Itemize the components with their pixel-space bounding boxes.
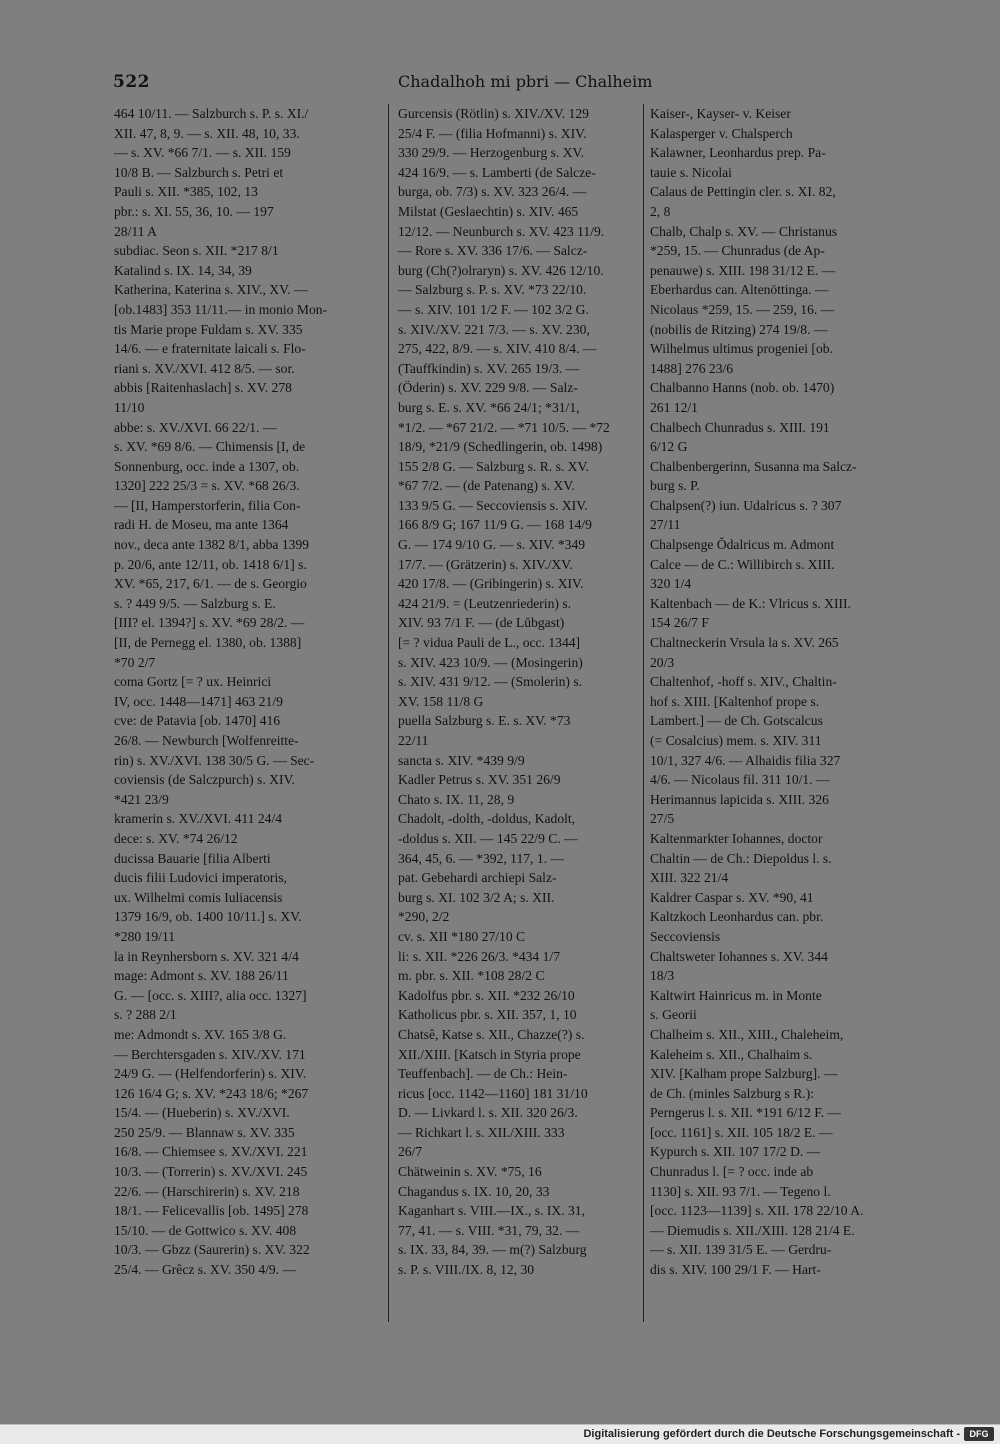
text-line: XII. 47, 8, 9. — s. XII. 48, 10, 33. [114, 125, 300, 141]
text-line: 464 10/11. — Salzburch s. P. s. XI./ [114, 106, 309, 121]
text-line: dece: s. XV. *74 26/12 [114, 830, 238, 846]
text-line: (nobilis de Ritzing) 274 19/8. — [650, 321, 828, 337]
text-line: ricus [occ. 1142—1160] 181 31/10 [398, 1085, 588, 1101]
text-line: 1320] 222 25/3 = s. XV. *68 26/3. [114, 478, 300, 494]
text-line: ducissa Bauarie [filia Alberti [114, 850, 271, 866]
text-line: XIII. 322 21/4 [650, 870, 729, 886]
text-line: pbr.: s. XI. 55, 36, 10. — 197 [114, 203, 274, 219]
text-line: Chalbanno Hanns (nob. ob. 1470) [650, 380, 835, 396]
text-line: Chalheim s. XII., XIII., Chaleheim, [650, 1026, 844, 1042]
text-line: Lambert.] — de Ch. Gotscalcus [650, 713, 823, 729]
text-line: Chalbech Chunradus s. XIII. 191 [650, 419, 830, 435]
text-line: Nicolaus *259, 15. — 259, 16. — [650, 301, 835, 317]
text-line: s. IX. 33, 84, 39. — m(?) Salzburg [398, 1242, 587, 1258]
text-line: subdiac. Seon s. XII. *217 8/1 [114, 243, 279, 259]
text-line: Kaganhart s. VIII.—IX., s. IX. 31, [398, 1203, 586, 1219]
text-line: 154 26/7 F [650, 615, 709, 631]
text-line: 10/1, 327 4/6. — Alhaidis filia 327 [650, 752, 841, 768]
text-line: Eberhardus can. Altenöttinga. — [650, 282, 829, 298]
text-line: 424 21/9. = (Leutzenriederin) s. [398, 595, 572, 611]
text-line: Kalasperger v. Chalsperch [650, 125, 793, 141]
text-line: 25/4. — Grêcz s. XV. 350 4/9. — [114, 1262, 297, 1278]
text-line: 1130] s. XII. 93 7/1. — Tegeno l. [650, 1183, 831, 1199]
text-column-1 [114, 104, 374, 1280]
text-line: — Richkart l. s. XII./XIII. 333 [398, 1124, 565, 1140]
text-line: — s. XV. *66 7/1. — s. XII. 159 [114, 145, 291, 161]
text-line: 10/3. — Gbzz (Saurerin) s. XV. 322 [114, 1242, 310, 1258]
text-line: rin) s. XV./XVI. 138 30/5 G. — Sec- [114, 752, 315, 768]
text-line: Chalpsen(?) iun. Udalricus s. ? 307 [650, 497, 842, 513]
text-line: 364, 45, 6. — *392, 117, 1. — [398, 850, 565, 866]
text-line: Kalawner, Leonhardus prep. Pa- [650, 145, 826, 161]
text-line: puella Salzburg s. E. s. XV. *73 [398, 713, 571, 729]
text-line: burg (Ch(?)olraryn) s. XV. 426 12/10. [398, 262, 604, 278]
text-line: 77, 41. — s. VIII. *31, 79, 32. — [398, 1222, 580, 1238]
text-line: XIV. [Kalham prope Salzburg]. — [650, 1066, 838, 1082]
text-line: s. Georii [650, 1007, 697, 1023]
text-line: Teuffenbach]. — de Ch.: Hein- [398, 1066, 568, 1082]
text-column-2 [398, 104, 642, 1280]
text-line: 320 1/4 [650, 576, 692, 592]
text-line: Wilhelmus ultimus progeniei [ob. [650, 341, 833, 357]
text-line: 20/3 [650, 654, 675, 670]
running-title: Chadalhoh mi pbri — Chalheim [398, 72, 653, 91]
text-line: s. XV. *69 8/6. — Chimensis [I, de [114, 439, 306, 455]
text-line: 11/10 [114, 399, 145, 415]
text-line: Pauli s. XII. *385, 102, 13 [114, 184, 258, 200]
text-line: Chatsê, Katse s. XII., Chazze(?) s. [398, 1026, 585, 1042]
text-line: 1379 16/9, ob. 1400 10/11.] s. XV. [114, 909, 302, 925]
text-line: XII./XIII. [Katsch in Styria prope [398, 1046, 581, 1062]
text-line: abbis [Raitenhaslach] s. XV. 278 [114, 380, 292, 396]
text-line: 26/8. — Newburch [Wolfenreitte- [114, 733, 299, 748]
text-line: Gurcensis (Rötlin) s. XIV./XV. 129 [398, 106, 589, 121]
text-line: 155 2/8 G. — Salzburg s. R. s. XV. [398, 458, 589, 474]
text-line: la in Reynhersborn s. XV. 321 4/4 [114, 948, 299, 964]
text-line: *421 23/9 [114, 791, 169, 807]
text-line: — Salzburg s. P. s. XV. *73 22/10. [398, 282, 587, 298]
text-line: Kaltenmarkter Iohannes, doctor [650, 830, 823, 846]
text-line: 27/11 [650, 517, 681, 533]
text-line: Kaltwirt Hainricus m. in Monte [650, 987, 822, 1003]
text-line: 28/11 A [114, 223, 157, 239]
text-line: XV. *65, 217, 6/1. — de s. Georgio [114, 576, 307, 592]
text-line: [= ? vidua Pauli de L., occ. 1344] [398, 635, 581, 651]
text-line: sancta s. XIV. *439 9/9 [398, 752, 525, 768]
text-line: XV. 158 11/8 G [398, 693, 484, 709]
text-line: 24/9 G. — (Helfendorferin) s. XIV. [114, 1066, 307, 1082]
text-line: s. XIV. 423 10/9. — (Mosingerin) [398, 654, 583, 670]
text-line: *280 19/11 [114, 928, 176, 944]
text-line: pat. Gebehardi archiepi Salz- [398, 870, 557, 886]
text-line: 12/12. — Neunburch s. XV. 423 11/9. [398, 223, 605, 239]
text-line: Calaus de Pettingin cler. s. XI. 82, [650, 184, 836, 200]
text-line: G. — [occ. s. XIII?, alia occ. 1327] [114, 987, 307, 1003]
page-number: 522 [113, 72, 150, 92]
text-line: [occ. 1161] s. XII. 105 18/2 E. — [650, 1124, 833, 1140]
text-line: burga, ob. 7/3) s. XV. 323 26/4. — [398, 184, 587, 200]
footer-bar [0, 1424, 1000, 1444]
text-line: 27/5 [650, 811, 675, 827]
text-line: me: Admondt s. XV. 165 3/8 G. [114, 1026, 287, 1042]
text-line: 16/8. — Chiemsee s. XV./XVI. 221 [114, 1144, 308, 1160]
text-line: s. ? 449 9/5. — Salzburg s. E. [114, 595, 276, 611]
text-line: [II, de Pernegg el. 1380, ob. 1388] [114, 635, 302, 651]
text-line: riani s. XV./XVI. 412 8/5. — sor. [114, 360, 295, 376]
text-line: 15/4. — (Hueberin) s. XV./XVI. [114, 1105, 290, 1121]
text-line: 22/11 [398, 733, 429, 748]
text-line: s. XIV./XV. 221 7/3. — s. XV. 230, [398, 321, 590, 337]
text-line: Chalb, Chalp s. XV. — Christanus [650, 223, 838, 239]
text-line: (Öderin) s. XV. 229 9/8. — Salz- [398, 380, 578, 396]
text-line: 2, 8 [650, 203, 671, 219]
text-line: 22/6. — (Harschirerin) s. XV. 218 [114, 1183, 300, 1199]
text-line: burg s. XI. 102 3/2 A; s. XII. [398, 889, 555, 905]
text-line: dis s. XIV. 100 29/1 F. — Hart- [650, 1262, 821, 1278]
text-line: Kaiser-, Kayser- v. Keiser [650, 106, 791, 121]
text-column-3 [650, 104, 910, 1280]
text-line: 18/3 [650, 968, 675, 984]
text-line: tauie s. Nicolai [650, 164, 732, 180]
text-line: Chaltenhof, -hoff s. XIV., Chaltin- [650, 674, 837, 690]
text-line: Sonnenburg, occ. inde a 1307, ob. [114, 458, 300, 474]
text-line: Kadolfus pbr. s. XII. *232 26/10 [398, 987, 575, 1003]
text-line: Chaltsweter Iohannes s. XV. 344 [650, 948, 828, 964]
text-line: Chalbenbergerinn, Susanna ma Salcz- [650, 458, 857, 474]
text-line: 424 16/9. — s. Lamberti (de Salcze- [398, 164, 596, 180]
text-line: coviensis (de Salczpurch) s. XIV. [114, 772, 295, 788]
text-line: abbe: s. XV./XVI. 66 22/1. — [114, 419, 277, 435]
text-line: Kaltzkoch Leonhardus can. pbr. [650, 909, 824, 925]
text-line: Chagandus s. IX. 10, 20, 33 [398, 1183, 550, 1199]
text-line: ux. Wilhelmi comis Iuliacensis [114, 889, 283, 905]
text-line: Chaltin — de Ch.: Diepoldus l. s. [650, 850, 832, 866]
text-line: mage: Admont s. XV. 188 26/11 [114, 968, 289, 984]
text-line: *1/2. — *67 21/2. — *71 10/5. — *72 [398, 419, 610, 435]
text-line: — Diemudis s. XII./XIII. 128 21/4 E. [650, 1222, 855, 1238]
text-line: tis Marie prope Fuldam s. XV. 335 [114, 321, 303, 337]
text-line: Kypurch s. XII. 107 17/2 D. — [650, 1144, 821, 1160]
text-line: — [II, Hamperstorferin, filia Con- [114, 497, 301, 513]
text-line: (Tauffkindin) s. XV. 265 19/3. — [398, 360, 580, 376]
text-line: de Ch. (minles Salzburg s R.): [650, 1085, 814, 1101]
text-line: XIV. 93 7/1 F. — (de Lŭbgast) [398, 615, 565, 631]
text-line: 420 17/8. — (Gribingerin) s. XIV. [398, 576, 584, 592]
text-line: *70 2/7 [114, 654, 156, 670]
text-line: Calce — de C.: Willibirch s. XIII. [650, 556, 835, 572]
text-line: radi H. de Moseu, ma ante 1364 [114, 517, 289, 533]
text-line: m. pbr. s. XII. *108 28/2 C [398, 968, 545, 984]
text-line: Chätweinin s. XV. *75, 16 [398, 1164, 542, 1180]
text-line: Katherina, Katerina s. XIV., XV. — [114, 282, 308, 298]
column-divider-1 [388, 104, 389, 1322]
text-line: Chalpsenge Ŏdalricus m. Admont [650, 537, 835, 553]
text-line: Kaltenbach — de K.: Vlricus s. XIII. [650, 595, 851, 611]
text-line: Chaltneckerin Vrsula la s. XV. 265 [650, 635, 839, 651]
text-line: ducis filii Ludovici imperatoris, [114, 870, 287, 886]
text-line: s. P. s. VIII./IX. 8, 12, 30 [398, 1262, 535, 1278]
text-line: Perngerus l. s. XII. *191 6/12 F. — [650, 1105, 842, 1121]
text-line: IV, occ. 1448—1471] 463 21/9 [114, 693, 283, 709]
text-line: Chunradus l. [= ? occ. inde ab [650, 1164, 814, 1180]
text-line: 126 16/4 G; s. XV. *243 18/6; *267 [114, 1085, 309, 1101]
text-line: 18/1. — Felicevallis [ob. 1495] 278 [114, 1203, 309, 1219]
text-line: Kaldrer Caspar s. XV. *90, 41 [650, 889, 814, 905]
text-line: Milstat (Geslaechtin) s. XIV. 465 [398, 203, 579, 219]
text-line: penauwe) s. XIII. 198 31/12 E. — [650, 262, 836, 278]
text-line: li: s. XII. *226 26/3. *434 1/7 [398, 948, 560, 964]
text-line: kramerin s. XV./XVI. 411 24/4 [114, 811, 283, 827]
text-line: *290, 2/2 [398, 909, 450, 925]
text-line: 25/4 F. — (filia Hofmanni) s. XIV. [398, 125, 587, 141]
text-line: 250 25/9. — Blannaw s. XV. 335 [114, 1124, 295, 1140]
text-line: p. 20/6, ante 12/11, ob. 1418 6/1] s. [114, 556, 307, 572]
text-line: 133 9/5 G. — Seccoviensis s. XIV. [398, 497, 588, 513]
text-line: Kaleheim s. XII., Chalhaim s. [650, 1046, 813, 1062]
text-line: burg s. E. s. XV. *66 24/1; *31/1, [398, 399, 580, 415]
text-line: s. ? 288 2/1 [114, 1007, 177, 1023]
text-line: [occ. 1123—1139] s. XII. 178 22/10 A. [650, 1203, 864, 1219]
text-line: (= Cosalcius) mem. s. XIV. 311 [650, 733, 822, 748]
text-line: — Rore s. XV. 336 17/6. — Salcz- [398, 243, 588, 259]
text-line: cv. s. XII *180 27/10 C [398, 928, 526, 944]
text-line: *67 7/2. — (de Patenang) s. XV. [398, 478, 575, 494]
text-line: 10/3. — (Torrerin) s. XV./XVI. 245 [114, 1164, 308, 1180]
text-line: burg s. P. [650, 478, 700, 494]
text-line: [ob.1483] 353 11/11.— in monio Mon- [114, 301, 328, 317]
text-line: Kadler Petrus s. XV. 351 26/9 [398, 772, 561, 788]
text-line: 4/6. — Nicolaus fil. 311 10/1. — [650, 772, 830, 788]
text-line: nov., deca ante 1382 8/1, abba 1399 [114, 537, 310, 553]
text-line: coma Gortz [= ? ux. Heinrici [114, 674, 272, 690]
text-line: 17/7. — (Grätzerin) s. XIV./XV. [398, 556, 573, 572]
text-line: — Berchtersgaden s. XIV./XV. 171 [114, 1046, 306, 1062]
text-line: 15/10. — de Gottwico s. XV. 408 [114, 1222, 297, 1238]
column-divider-2 [643, 104, 644, 1322]
text-line: *259, 15. — Chunradus (de Ap- [650, 243, 825, 259]
text-line: 26/7 [398, 1144, 423, 1160]
text-line: 14/6. — e fraternitate laicali s. Flo- [114, 341, 306, 357]
text-line: 10/8 B. — Salzburch s. Petri et [114, 164, 284, 180]
text-line: [III? el. 1394?] s. XV. *69 28/2. — [114, 615, 305, 631]
text-line: 1488] 276 23/6 [650, 360, 734, 376]
text-line: Katholicus pbr. s. XII. 357, 1, 10 [398, 1007, 577, 1023]
text-line: Chadolt, -dolth, -doldus, Kadolt, [398, 811, 576, 827]
text-line: Katalind s. IX. 14, 34, 39 [114, 262, 252, 278]
text-line: D. — Livkard l. s. XII. 320 26/3. [398, 1105, 578, 1121]
text-line: 330 29/9. — Herzogenburg s. XV. [398, 145, 585, 161]
text-line: s. XIV. 431 9/12. — (Smolerin) s. [398, 674, 583, 690]
text-line: Seccoviensis [650, 928, 721, 944]
text-line: Chato s. IX. 11, 28, 9 [398, 791, 515, 807]
text-line: — s. XII. 139 31/5 E. — Gerdru- [650, 1242, 832, 1258]
text-line: 166 8/9 G; 167 11/9 G. — 168 14/9 [398, 517, 592, 533]
text-line: 6/12 G [650, 439, 688, 455]
dfg-logo-icon: DFG [964, 1427, 994, 1441]
text-line: 18/9, *21/9 (Schedlingerin, ob. 1498) [398, 439, 603, 455]
text-line: — s. XIV. 101 1/2 F. — 102 3/2 G. [398, 301, 589, 317]
text-line: hof s. XIII. [Kaltenhof prope s. [650, 693, 820, 709]
text-line: cve: de Patavia [ob. 1470] 416 [114, 713, 281, 729]
text-line: 261 12/1 [650, 399, 698, 415]
page-header [0, 70, 1000, 94]
text-line: G. — 174 9/10 G. — s. XIV. *349 [398, 537, 586, 553]
text-line: 275, 422, 8/9. — s. XIV. 410 8/4. — [398, 341, 597, 357]
text-line: Herimannus lapicida s. XIII. 326 [650, 791, 829, 807]
text-line: -doldus s. XII. — 145 22/9 C. — [398, 830, 578, 846]
footer-credit: Digitalisierung gefördert durch die Deutsche Forschungsgemeinschaft - [583, 1428, 960, 1440]
